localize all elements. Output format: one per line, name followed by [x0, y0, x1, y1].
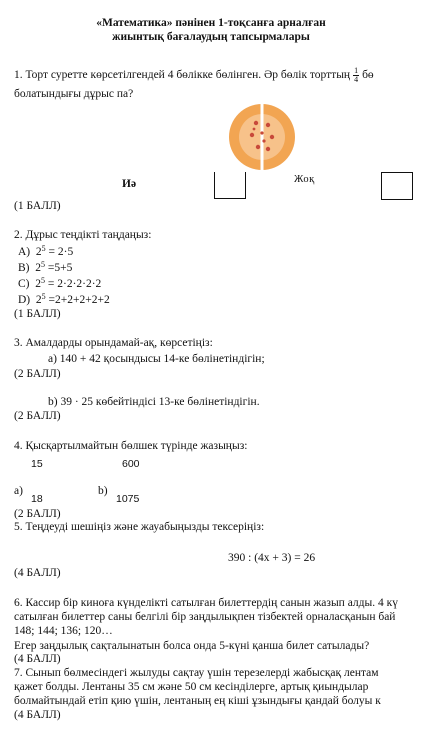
q1-no-checkbox[interactable] — [381, 172, 413, 200]
q6-line2: сатылған билеттер саны белгілі бір заңдылықпен тізбектей орналасқанын бай — [14, 611, 396, 623]
q1-yes-label: Иә — [122, 178, 137, 190]
q1-fraction-den: 4 — [354, 75, 359, 84]
q3-part-a: а) 140 + 42 қосындысы 14-ке бөлінетіндігін; — [48, 353, 265, 365]
q1-no-label: Жоқ — [294, 174, 315, 185]
q6-points: (4 БАЛЛ) — [14, 653, 61, 665]
q4-b-denominator: 1075 — [116, 493, 140, 505]
cake-icon — [229, 103, 295, 171]
q5-title: 5. Теңдеуді шешіңіз және жауабыңызды тексеріңіз: — [14, 521, 265, 533]
q1-points: (1 БАЛЛ) — [14, 200, 61, 212]
q2-title: 2. Дұрыс теңдікті таңдаңыз: — [14, 229, 152, 241]
q4-b-numerator: 600 — [122, 458, 140, 470]
q2-option-d[interactable] — [18, 294, 110, 307]
q2-option-b[interactable] — [18, 262, 72, 275]
q3-a-points: (2 БАЛЛ) — [14, 368, 61, 380]
q1-yes-checkbox[interactable] — [214, 172, 246, 199]
q2-option-a-rest: = 2·5 — [45, 246, 74, 258]
q4-a-denominator: 18 — [31, 493, 43, 505]
q2-option-d-rest: =2+2+2+2+2 — [45, 294, 110, 306]
q4-b-label: b) — [98, 485, 108, 497]
q2-option-c-base: 2 — [35, 278, 41, 290]
q2-option-b-rest: =5+5 — [45, 262, 73, 274]
cake-image — [228, 103, 296, 171]
q5-points: (4 БАЛЛ) — [14, 567, 61, 579]
q1-fraction — [353, 67, 359, 84]
q6-sequence: 148; 144; 136; 120… — [14, 625, 113, 637]
q4-a-numerator: 15 — [31, 458, 43, 470]
q4-points: (2 БАЛЛ) — [14, 508, 61, 520]
q2-option-a-exp: 5 — [41, 244, 46, 253]
q2-option-b-base: 2 — [35, 262, 41, 274]
q4-a-label: а) — [14, 485, 23, 497]
q2-option-d-base: 2 — [35, 294, 42, 306]
q2-option-a[interactable] — [18, 246, 73, 259]
q2-option-c-exp: 5 — [41, 276, 45, 285]
q2-option-d-letter: D) — [18, 294, 31, 306]
q3-part-b: b) 39 · 25 көбейтіндісі 13-ке бөлінетіндігін. — [48, 396, 260, 408]
q7-line3: болмайтындай етіп қию үшін, лентаның ең кіші ұзындығы қандай болуы к — [14, 695, 381, 707]
q7-line1: 7. Сынып бөлмесіндегі жылуды сақтау үшін терезелерді жабысқақ лентам — [14, 667, 379, 679]
q2-option-b-letter: B) — [18, 262, 30, 274]
q6-line4: Егер заңдылық сақталынатын болса онда 5-күні қанша билет сатылады? — [14, 640, 370, 652]
document-title-line1: «Математика» пәнінен 1-тоқсанға арналған — [96, 17, 326, 29]
q3-title: 3. Амалдарды орындамай-ақ, көрсетіңіз: — [14, 337, 213, 349]
q1-text-a: 1. Торт суретте көрсетілгендей 4 бөлікке бөлінген. Әр бөлік торттың — [14, 69, 351, 82]
q1-text — [14, 67, 374, 84]
q1-text-b: бө — [362, 69, 374, 82]
q6-line1: 6. Кассир бір киноға күнделікті сатылған билеттердің санын жазып алды. 4 кү — [14, 597, 398, 609]
q2-option-a-letter: A) — [18, 246, 31, 258]
q2-option-c-letter: C) — [18, 278, 30, 290]
q2-option-c-rest: = 2·2·2·2·2 — [45, 278, 102, 290]
q2-option-b-exp: 5 — [41, 260, 45, 269]
q2-option-d-exp: 5 — [41, 292, 46, 301]
q2-option-c[interactable] — [18, 278, 101, 291]
q4-title: 4. Қысқартылмайтын бөлшек түрінде жазыңыз: — [14, 440, 248, 452]
q7-points: (4 БАЛЛ) — [14, 709, 61, 721]
q1-fraction-num: 1 — [354, 66, 359, 75]
q2-points: (1 БАЛЛ) — [14, 308, 61, 320]
q7-line2: қажет болды. Лентаны 35 см және 50 см кесінділерге, артық қиындылар — [14, 681, 369, 693]
q2-option-a-base: 2 — [35, 246, 42, 258]
q1-text-line2: болатындығы дұрыс па? — [14, 88, 134, 100]
q3-b-points: (2 БАЛЛ) — [14, 410, 61, 422]
document-title-line2: жиынтық бағалаудың тапсырмалары — [112, 31, 310, 43]
q5-equation: 390 : (4x + 3) = 26 — [228, 552, 316, 564]
